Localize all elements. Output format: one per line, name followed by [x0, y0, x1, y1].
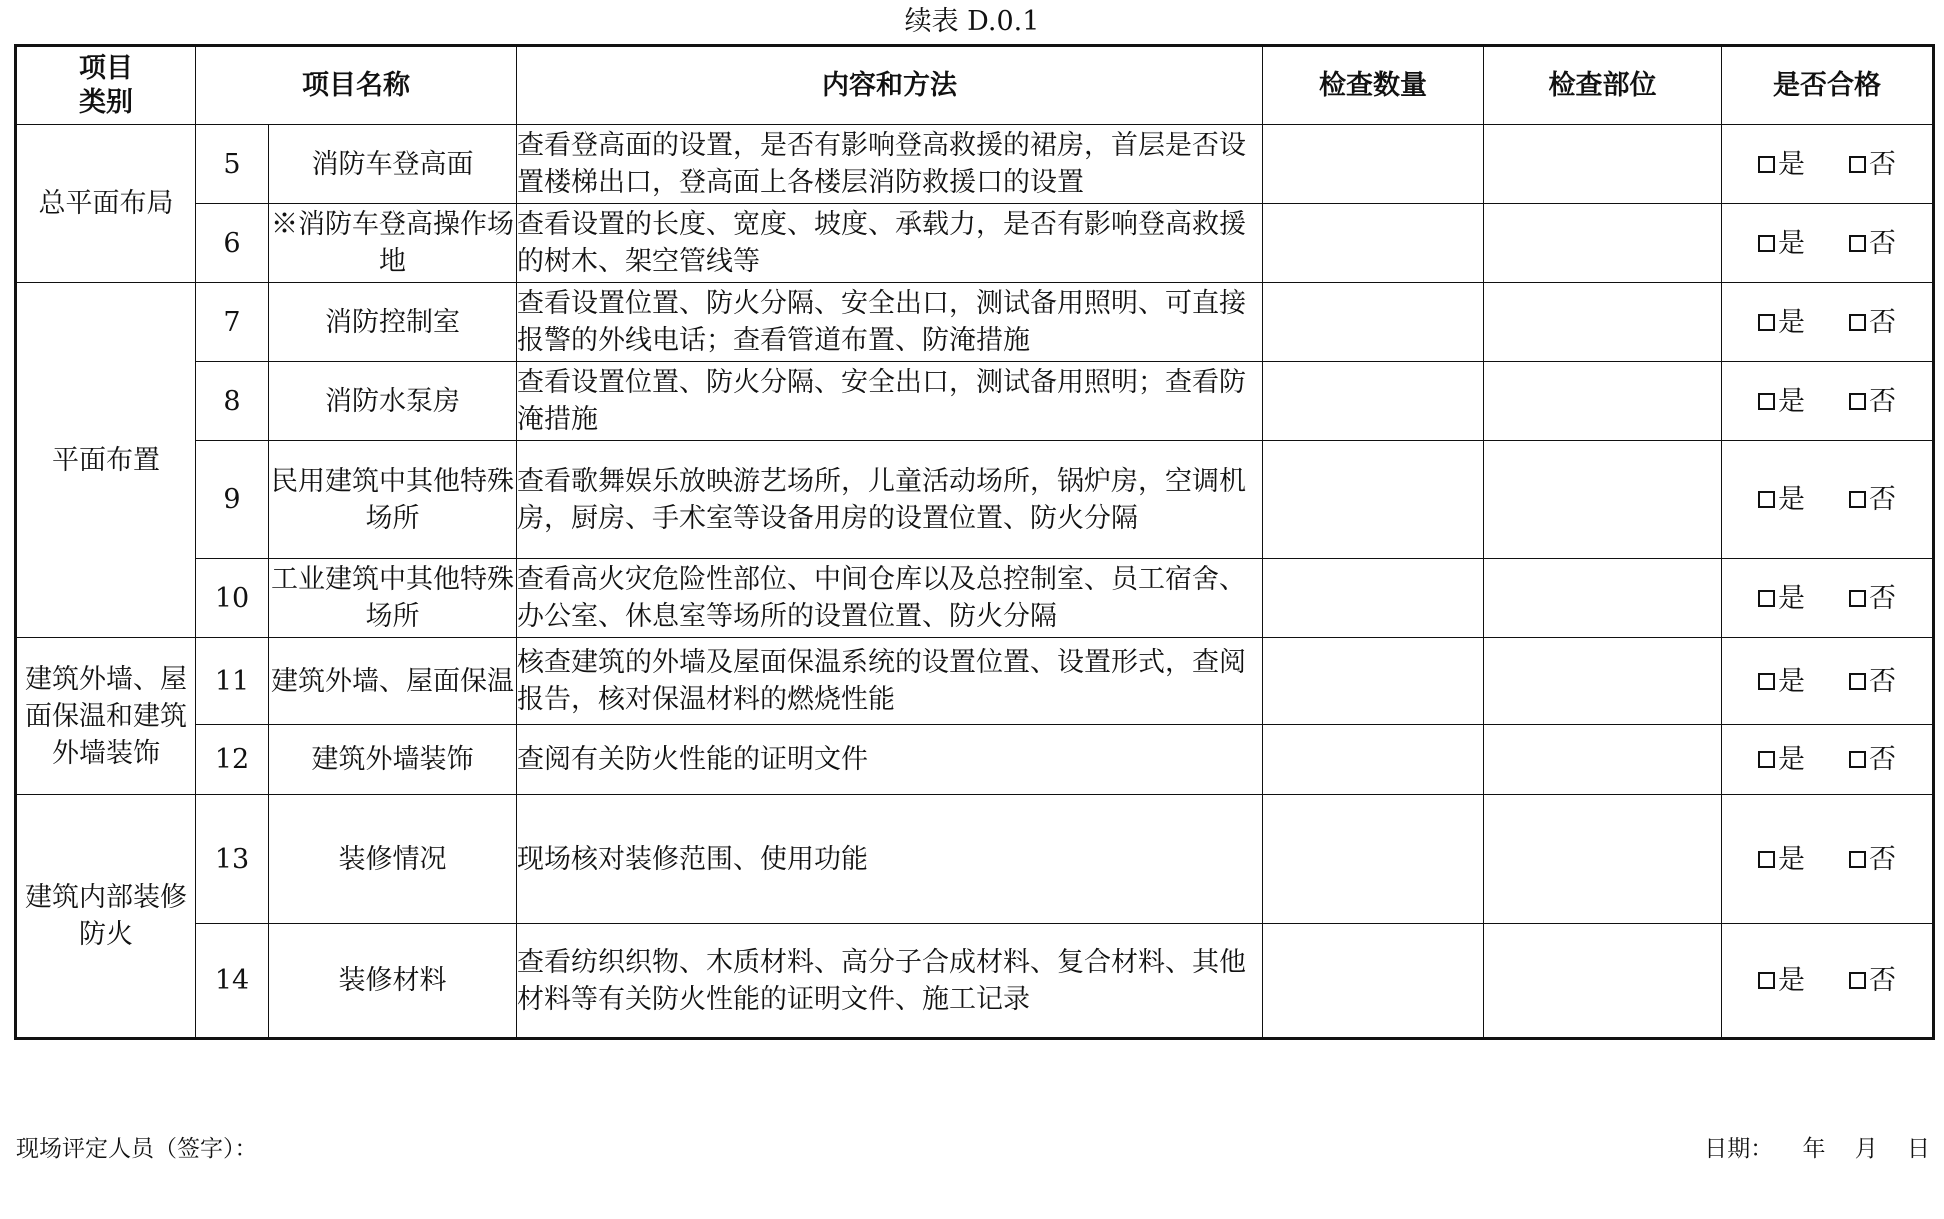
yes-option[interactable]	[1758, 841, 1805, 878]
item-method: 查看登高面的设置，是否有影响登高救援的裙房，首层是否设置楼梯出口，登高面上各楼层消防救援口的设置	[517, 125, 1263, 204]
item-name: 消防控制室	[269, 283, 517, 362]
checkbox-icon	[1849, 851, 1866, 868]
no-option[interactable]	[1849, 841, 1896, 878]
yes-label: 是	[1778, 665, 1805, 697]
checkbox-icon	[1758, 851, 1775, 868]
table-row	[16, 638, 1934, 725]
no-label: 否	[1869, 227, 1896, 259]
yes-option[interactable]	[1758, 225, 1805, 262]
no-label: 否	[1869, 385, 1896, 417]
category-cell: 总平面布局	[16, 125, 196, 283]
location-cell[interactable]	[1484, 441, 1722, 559]
header-quantity: 检查数量	[1263, 46, 1484, 125]
pass-cell	[1722, 283, 1934, 362]
item-name: 建筑外墙、屋面保温	[269, 638, 517, 725]
location-cell[interactable]	[1484, 725, 1722, 795]
no-option[interactable]	[1849, 663, 1896, 700]
no-label: 否	[1869, 665, 1896, 697]
checkbox-icon	[1758, 751, 1775, 768]
pass-cell	[1722, 559, 1934, 638]
header-row	[16, 46, 1934, 125]
location-cell[interactable]	[1484, 125, 1722, 204]
location-cell[interactable]	[1484, 638, 1722, 725]
yes-label: 是	[1778, 385, 1805, 417]
checkbox-icon	[1758, 972, 1775, 989]
quantity-cell[interactable]	[1263, 125, 1484, 204]
checkbox-icon	[1849, 751, 1866, 768]
pass-cell	[1722, 795, 1934, 924]
checkbox-icon	[1849, 590, 1866, 607]
table-row	[16, 441, 1934, 559]
row-number: 10	[196, 559, 269, 638]
no-option[interactable]	[1849, 304, 1896, 341]
yes-label: 是	[1778, 744, 1805, 775]
no-label: 否	[1869, 484, 1896, 515]
checkbox-icon	[1758, 393, 1775, 410]
yes-option[interactable]	[1758, 741, 1805, 778]
no-label: 否	[1869, 843, 1896, 875]
item-name: 消防车登高面	[269, 125, 517, 204]
checkbox-icon	[1758, 590, 1775, 607]
quantity-cell[interactable]	[1263, 795, 1484, 924]
row-number: 9	[196, 441, 269, 559]
pass-cell	[1722, 125, 1934, 204]
yes-label: 是	[1778, 582, 1805, 614]
item-method: 查看歌舞娱乐放映游艺场所，儿童活动场所，锅炉房，空调机房，厨房、手术室等设备用房的设置位置、防火分隔	[517, 441, 1263, 559]
row-number: 12	[196, 725, 269, 795]
location-cell[interactable]	[1484, 795, 1722, 924]
header-category: 项目 类别	[16, 46, 196, 125]
quantity-cell[interactable]	[1263, 638, 1484, 725]
table-caption: 续表 D.0.1	[904, 6, 1040, 37]
checkbox-icon	[1758, 314, 1775, 331]
item-name: ※消防车登高操作场地	[269, 204, 517, 283]
yes-label: 是	[1778, 148, 1805, 180]
table-row	[16, 725, 1934, 795]
yes-option[interactable]	[1758, 580, 1805, 617]
item-method: 查看设置的长度、宽度、坡度、承载力，是否有影响登高救援的树木、架空管线等	[517, 204, 1263, 283]
header-name: 项目名称	[196, 46, 517, 125]
category-cell: 平面布置	[16, 283, 196, 638]
checkbox-icon	[1849, 491, 1866, 508]
no-label: 否	[1869, 744, 1896, 775]
checkbox-icon	[1849, 156, 1866, 173]
location-cell[interactable]	[1484, 559, 1722, 638]
category-cell: 建筑内部装修防火	[16, 795, 196, 1039]
yes-label: 是	[1778, 227, 1805, 259]
inspection-table	[14, 44, 1935, 1040]
quantity-cell[interactable]	[1263, 441, 1484, 559]
checkbox-icon	[1849, 673, 1866, 690]
yes-option[interactable]	[1758, 146, 1805, 183]
table-row	[16, 204, 1934, 283]
no-label: 否	[1869, 582, 1896, 614]
header-location: 检查部位	[1484, 46, 1722, 125]
checkbox-icon	[1849, 235, 1866, 252]
row-number: 6	[196, 204, 269, 283]
row-number: 7	[196, 283, 269, 362]
item-name: 装修情况	[269, 795, 517, 924]
quantity-cell[interactable]	[1263, 204, 1484, 283]
no-option[interactable]	[1849, 481, 1896, 518]
table-row	[16, 283, 1934, 362]
pass-cell	[1722, 204, 1934, 283]
checkbox-icon	[1758, 673, 1775, 690]
yes-option[interactable]	[1758, 481, 1805, 518]
table-row	[16, 924, 1934, 1039]
item-method: 查看高火灾危险性部位、中间仓库以及总控制室、员工宿舍、办公室、休息室等场所的设置位置、防火分隔	[517, 559, 1263, 638]
item-method: 核查建筑的外墙及屋面保温系统的设置位置、设置形式，查阅报告，核对保温材料的燃烧性能	[517, 638, 1263, 725]
no-option[interactable]	[1849, 580, 1896, 617]
quantity-cell[interactable]	[1263, 725, 1484, 795]
signature-label: 现场评定人员（签字）：	[16, 1136, 258, 1162]
no-label: 否	[1869, 306, 1896, 338]
checkbox-icon	[1758, 491, 1775, 508]
item-method: 查看纺织织物、木质材料、高分子合成材料、复合材料、其他材料等有关防火性能的证明文件、施工记录	[517, 924, 1263, 1039]
item-name: 消防水泵房	[269, 362, 517, 441]
table-row	[16, 125, 1934, 204]
location-cell[interactable]	[1484, 924, 1722, 1039]
row-number: 11	[196, 638, 269, 725]
yes-option[interactable]	[1758, 383, 1805, 420]
item-name: 工业建筑中其他特殊场所	[269, 559, 517, 638]
quantity-cell[interactable]	[1263, 559, 1484, 638]
checkbox-icon	[1758, 156, 1775, 173]
yes-option[interactable]	[1758, 304, 1805, 341]
checkbox-icon	[1758, 235, 1775, 252]
checkbox-icon	[1849, 314, 1866, 331]
quantity-cell[interactable]	[1263, 924, 1484, 1039]
header-method: 内容和方法	[517, 46, 1263, 125]
checkbox-icon	[1849, 972, 1866, 989]
item-method: 查阅有关防火性能的证明文件	[517, 725, 1263, 795]
yes-option[interactable]	[1758, 962, 1805, 999]
no-label: 否	[1869, 965, 1896, 996]
no-option[interactable]	[1849, 225, 1896, 262]
item-name: 建筑外墙装饰	[269, 725, 517, 795]
table-row	[16, 362, 1934, 441]
table-row	[16, 795, 1934, 924]
no-option[interactable]	[1849, 741, 1896, 778]
location-cell[interactable]	[1484, 204, 1722, 283]
category-cell: 建筑外墙、屋面保温和建筑外墙装饰	[16, 638, 196, 795]
table-row	[16, 559, 1934, 638]
item-method: 查看设置位置、防火分隔、安全出口，测试备用照明；查看防淹措施	[517, 362, 1263, 441]
item-method: 现场核对装修范围、使用功能	[517, 795, 1263, 924]
row-number: 5	[196, 125, 269, 204]
yes-label: 是	[1778, 484, 1805, 515]
no-option[interactable]	[1849, 146, 1896, 183]
location-cell[interactable]	[1484, 283, 1722, 362]
checkbox-icon	[1849, 393, 1866, 410]
no-option[interactable]	[1849, 962, 1896, 999]
yes-label: 是	[1778, 843, 1805, 875]
pass-cell	[1722, 924, 1934, 1039]
yes-option[interactable]	[1758, 663, 1805, 700]
item-method: 查看设置位置、防火分隔、安全出口，测试备用照明、可直接报警的外线电话；查看管道布置、防淹措施	[517, 283, 1263, 362]
yes-label: 是	[1778, 965, 1805, 996]
pass-cell	[1722, 638, 1934, 725]
quantity-cell[interactable]	[1263, 283, 1484, 362]
row-number: 8	[196, 362, 269, 441]
location-cell[interactable]	[1484, 362, 1722, 441]
pass-cell	[1722, 725, 1934, 795]
yes-label: 是	[1778, 306, 1805, 338]
item-name: 民用建筑中其他特殊场所	[269, 441, 517, 559]
date-label: 日期： 年 月 日	[1704, 1136, 1930, 1162]
pass-cell	[1722, 362, 1934, 441]
no-label: 否	[1869, 148, 1896, 180]
row-number: 13	[196, 795, 269, 924]
no-option[interactable]	[1849, 383, 1896, 420]
pass-cell	[1722, 441, 1934, 559]
row-number: 14	[196, 924, 269, 1039]
header-pass: 是否合格	[1722, 46, 1934, 125]
item-name: 装修材料	[269, 924, 517, 1039]
quantity-cell[interactable]	[1263, 362, 1484, 441]
